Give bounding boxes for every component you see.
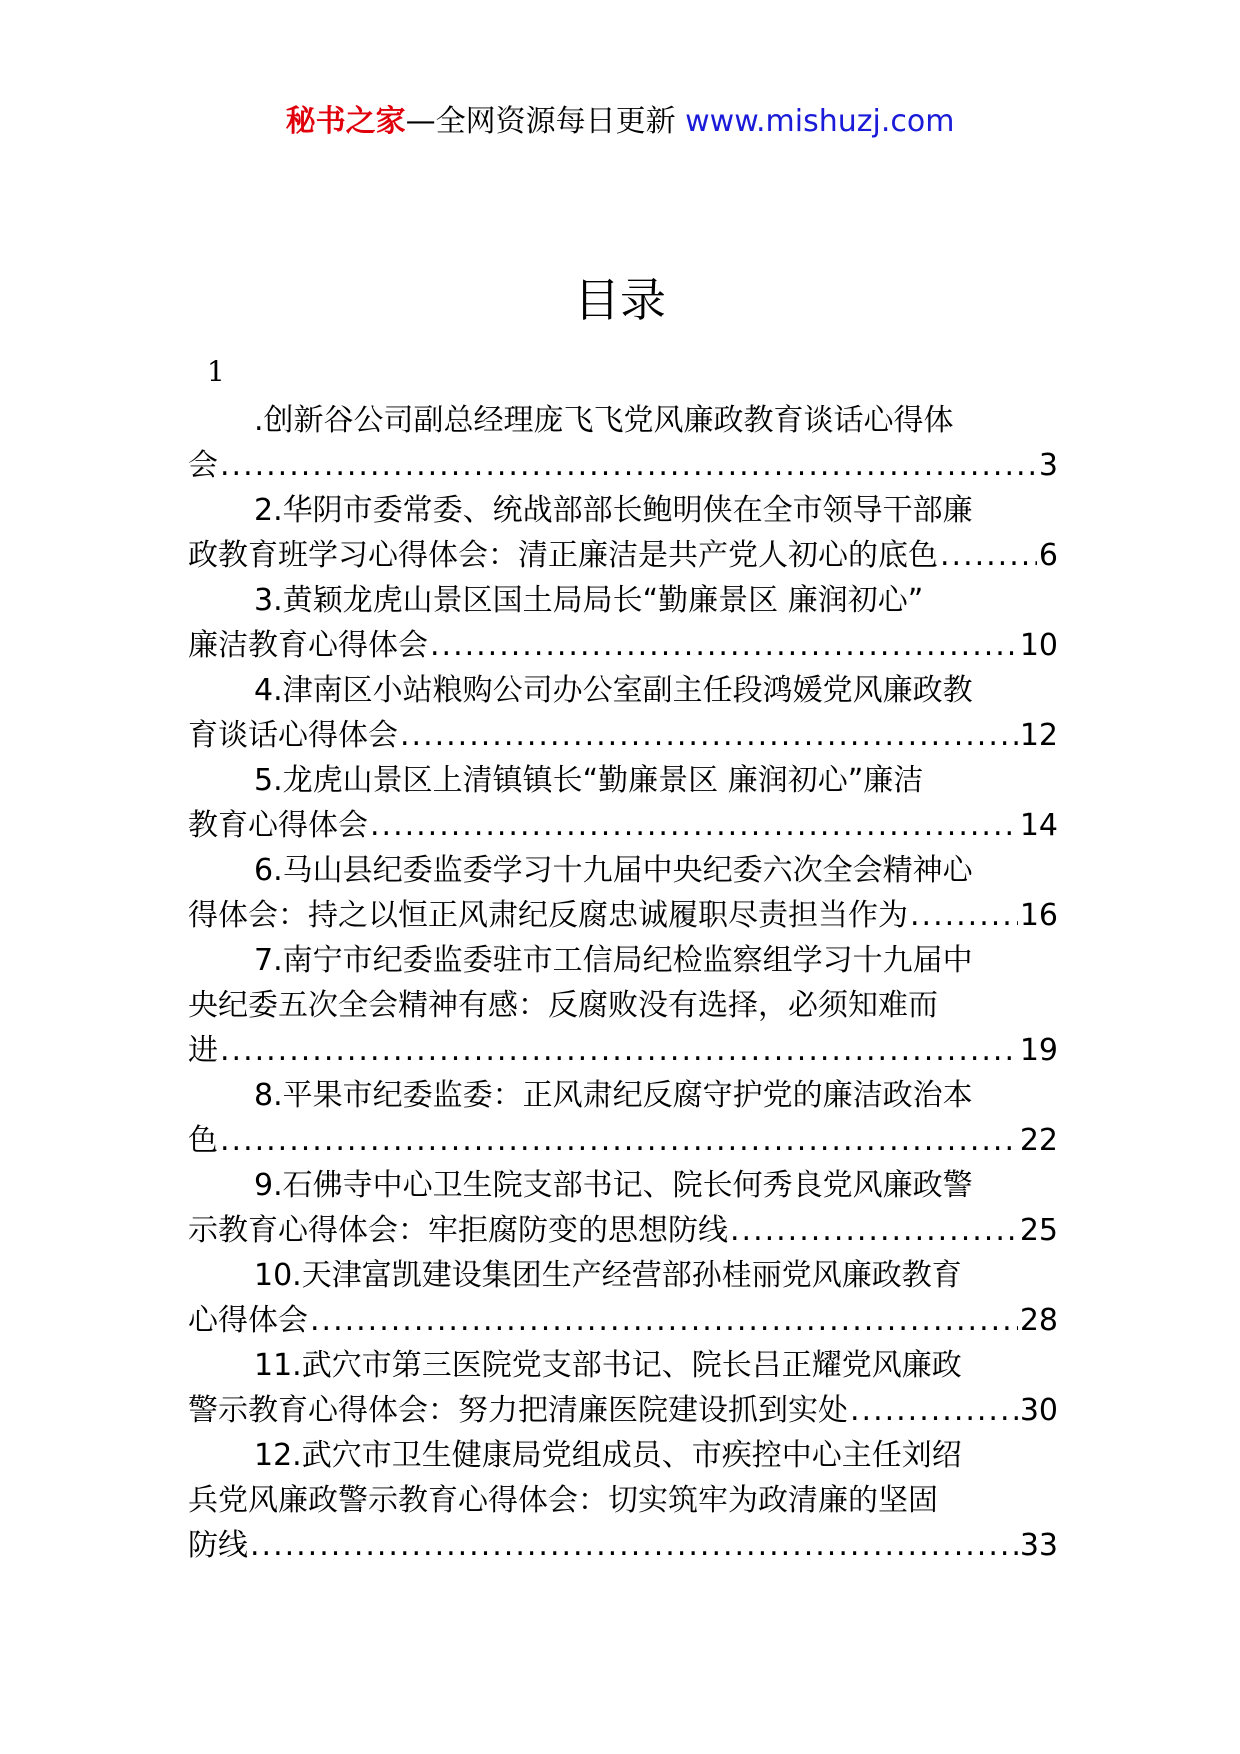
toc-page-number: 14 xyxy=(1019,808,1058,843)
toc-title: 目录 xyxy=(574,273,666,327)
toc-entry[interactable] xyxy=(188,578,1058,668)
toc-entry[interactable] xyxy=(188,1163,1058,1253)
toc-dot-leader xyxy=(250,1523,1018,1568)
toc-entry[interactable] xyxy=(188,668,1058,758)
toc-entry-text: 5.龙虎山景区上清镇镇长“勤廉景区 廉润初心”廉洁 xyxy=(254,763,924,798)
toc-entry-text: 警示教育心得体会：努力把清廉医院建设抓到实处 xyxy=(188,1393,848,1428)
site-url-link[interactable]: www.mishuzj.com xyxy=(685,104,955,139)
toc-page-number: 19 xyxy=(1019,1033,1058,1068)
toc-entry-text: 示教育心得体会：牢拒腐防变的思想防线 xyxy=(188,1213,728,1248)
toc-entry-text: 兵党风廉政警示教育心得体会：切实筑牢为政清廉的坚固 xyxy=(188,1483,938,1518)
toc-page-number: 12 xyxy=(1019,718,1058,753)
toc-dot-leader xyxy=(400,713,1018,758)
table-of-contents xyxy=(188,398,1058,1568)
toc-entry-text: 11.武穴市第三医院党支部书记、院长吕正耀党风廉政 xyxy=(254,1348,962,1383)
toc-entry-text: 得体会：持之以恒正风肃纪反腐忠诚履职尽责担当作为 xyxy=(188,898,908,933)
brand-name: 秘书之家 xyxy=(285,104,406,139)
toc-dot-leader xyxy=(220,1118,1018,1163)
toc-entry[interactable] xyxy=(188,1343,1058,1433)
toc-entry[interactable] xyxy=(188,1433,1058,1568)
toc-entry-text: 2.华阴市委常委、统战部部长鲍明侠在全市领导干部廉 xyxy=(254,493,973,528)
toc-page-number: 6 xyxy=(1038,538,1058,573)
toc-page-number: 22 xyxy=(1019,1123,1058,1158)
toc-dot-leader xyxy=(220,443,1037,488)
toc-entry-text: 央纪委五次全会精神有感：反腐败没有选择，必须知难而 xyxy=(188,988,938,1023)
toc-entry[interactable] xyxy=(188,758,1058,848)
toc-page-number: 3 xyxy=(1038,448,1058,483)
toc-page-number: 25 xyxy=(1019,1213,1058,1248)
toc-entry-text: 进 xyxy=(188,1033,218,1068)
toc-entry-text: 色 xyxy=(188,1123,218,1158)
toc-entry-text: 廉洁教育心得体会 xyxy=(188,628,428,663)
toc-page-number: 33 xyxy=(1019,1528,1058,1563)
toc-page-number: 16 xyxy=(1019,898,1058,933)
site-header xyxy=(0,100,1240,144)
toc-entry-text: 6.马山县纪委监委学习十九届中央纪委六次全会精神心 xyxy=(254,853,973,888)
toc-dot-leader xyxy=(430,623,1018,668)
toc-dot-leader xyxy=(310,1298,1018,1343)
toc-entry-text: 4.津南区小站粮购公司办公室副主任段鸿媛党风廉政教 xyxy=(254,673,973,708)
header-slogan: —全网资源每日更新 xyxy=(405,104,686,139)
toc-dot-leader xyxy=(940,533,1037,578)
toc-page-number: 30 xyxy=(1019,1393,1058,1428)
toc-dot-leader xyxy=(370,803,1018,848)
toc-entry-text: 心得体会 xyxy=(188,1303,308,1338)
toc-entry-text: 10.天津富凯建设集团生产经营部孙桂丽党风廉政教育 xyxy=(254,1258,962,1293)
toc-entry-text: 3.黄颖龙虎山景区国土局局长“勤廉景区 廉润初心” xyxy=(254,583,924,618)
toc-entry[interactable] xyxy=(188,398,1058,488)
toc-entry-text: 育谈话心得体会 xyxy=(188,718,398,753)
toc-entry-text: 7.南宁市纪委监委驻市工信局纪检监察组学习十九届中 xyxy=(254,943,973,978)
toc-entry-text: 教育心得体会 xyxy=(188,808,368,843)
toc-entry[interactable] xyxy=(188,1253,1058,1343)
toc-entry-text: 政教育班学习心得体会：清正廉洁是共产党人初心的底色 xyxy=(188,538,938,573)
toc-entry-text: 12.武穴市卫生健康局党组成员、市疾控中心主任刘绍 xyxy=(254,1438,962,1473)
toc-dot-leader xyxy=(850,1388,1018,1433)
toc-entry-text: 防线 xyxy=(188,1528,248,1563)
toc-entry-text: 8.平果市纪委监委：正风肃纪反腐守护党的廉洁政治本 xyxy=(254,1078,973,1113)
toc-entry-text: .创新谷公司副总经理庞飞飞党风廉政教育谈话心得体 xyxy=(254,403,954,438)
toc-entry[interactable] xyxy=(188,1073,1058,1163)
toc-entry-text: 9.石佛寺中心卫生院支部书记、院长何秀良党风廉政警 xyxy=(254,1168,973,1203)
toc-page-number: 10 xyxy=(1019,628,1058,663)
toc-dot-leader xyxy=(910,893,1018,938)
toc-page-number: 28 xyxy=(1019,1303,1058,1338)
toc-entry[interactable] xyxy=(188,488,1058,578)
toc-entry-text: 会 xyxy=(188,448,218,483)
toc-first-number: 1 xyxy=(207,355,225,388)
toc-entry[interactable] xyxy=(188,848,1058,938)
toc-entry[interactable] xyxy=(188,938,1058,1073)
toc-dot-leader xyxy=(730,1208,1018,1253)
toc-dot-leader xyxy=(220,1028,1018,1073)
